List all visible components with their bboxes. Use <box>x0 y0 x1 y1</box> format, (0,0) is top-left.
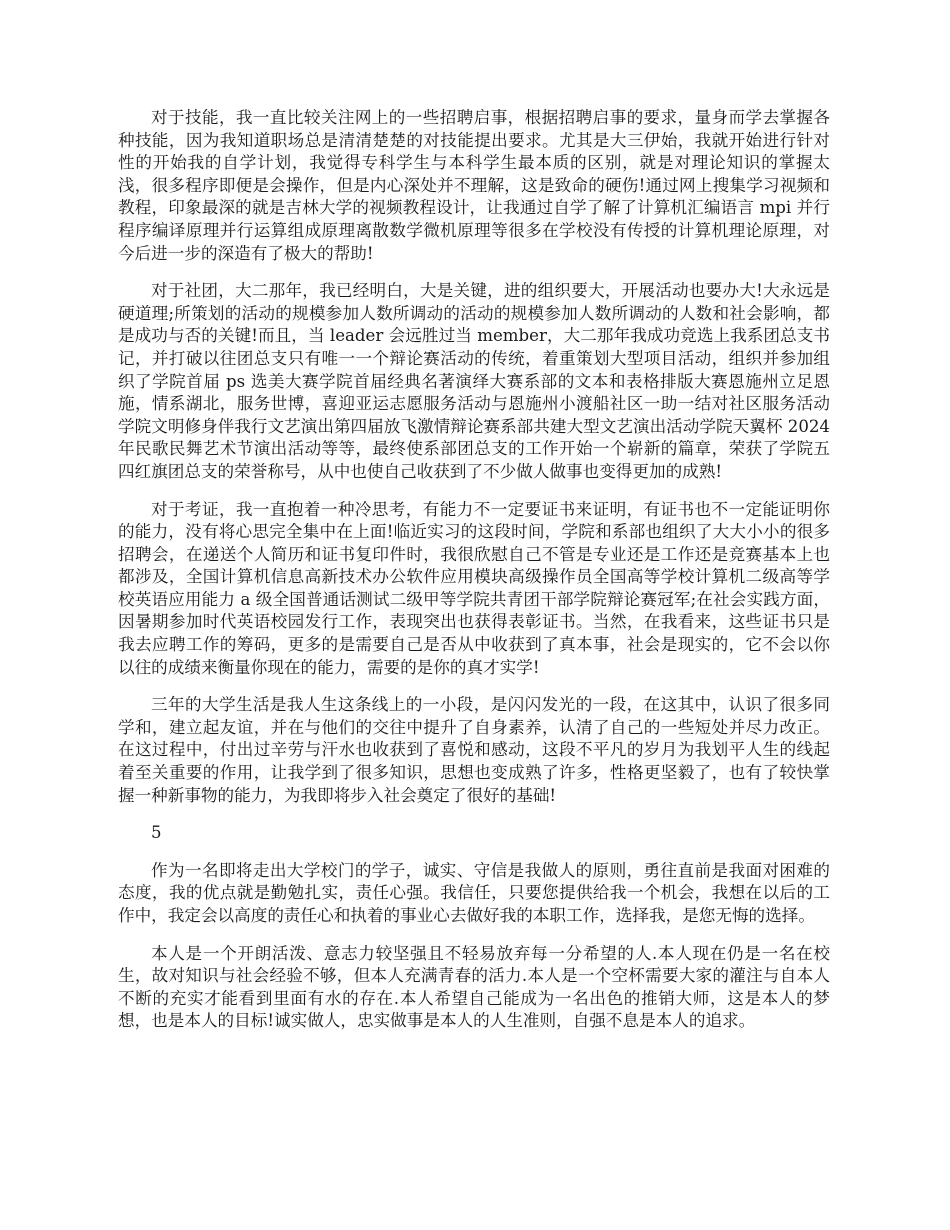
paragraph-self-introduction: 本人是一个开朗活泼、意志力较坚强且不轻易放弃每一分希望的人.本人现在仍是一名在校生，故对知识与社会经验不够，但本人充满青春的活力.本人是一个空杯需要大家的灌注与自本人不断的充实才能看到里面有水的存在.本人希望自己能成为一名出色的推销大师，这是本人的梦想，也是本人的目标!诚实做人，忠实做事是本人的人生准则，自强不息是本人的追求。 <box>118 943 830 1031</box>
paragraph-college-life: 三年的大学生活是我人生这条线上的一小段，是闪闪发光的一段，在这其中，认识了很多同学和，建立起友谊，并在与他们的交往中提升了自身素养，认清了自己的一些短处并尽力改正。在这过程中，付出过辛劳与汗水也收获到了喜悦和感动，这段不平凡的岁月为我划平人生的线起着至关重要的作用，让我学到了很多知识，思想也变成熟了许多，性格更坚毅了，也有了较快掌握一种新事物的能力，为我即将步入社会奠定了很好的基础! <box>118 695 830 805</box>
paragraph-certificates: 对于考证，我一直抱着一种冷思考，有能力不一定要证书来证明，有证书也不一定能证明你的能力，没有将心思完全集中在上面!临近实习的这段时间，学院和系部也组织了大大小小的很多招聘会，在递送个人简历和证书复印件时，我很欣慰自己不管是专业还是工作还是竞赛基本上也都涉及，全国计算机信息高新技术办公软件应用模块高级操作员全国高等学校计算机二级高等学校英语应用能力 a 级全国普通话测试二级甲等学院共青团干部学院辩论赛冠军;在社会实践方面，因暑期参加时代英语校园发行工作，表现突出也获得表彰证书。当然，在我看来，这些证书只是我去应聘工作的筹码，更多的是需要自己是否从中收获到了真本事，社会是现实的，它不会以你以往的成绩来衡量你现在的能力，需要的是你的真才实学! <box>118 499 830 677</box>
document-body <box>118 107 830 1048</box>
paragraph-skills: 对于技能，我一直比较关注网上的一些招聘启事，根据招聘启事的要求，量身而学去掌握各种技能，因为我知道职场总是清清楚楚的对技能提出要求。尤其是大三伊始，我就开始进行针对性的开始我的自学计划，我觉得专科学生与本科学生最本质的区别，就是对理论知识的掌握太浅，很多程序即便是会操作，但是内心深处并不理解，这是致命的硬伤!通过网上搜集学习视频和教程，印象最深的就是吉林大学的视频教程设计，让我通过自学了解了计算机汇编语言 mpi 并行程序编译原理并行运算组成原理离散数学微机原理等很多在学校没有传授的计算机理论原理，对今后进一步的深造有了极大的帮助! <box>118 108 830 263</box>
section-number: 5 <box>151 823 162 843</box>
paragraph-self-statement: 作为一名即将走出大学校门的学子，诚实、守信是我做人的原则，勇往直前是我面对困难的态度，我的优点就是勤勉扎实，责任心强。我信任，只要您提供给我一个机会，我想在以后的工作中，我定会以高度的责任心和执着的事业心去做好我的本职工作，选择我，是您无悔的选择。 <box>118 860 830 925</box>
paragraph-clubs: 对于社团，大二那年，我已经明白，大是关键，进的组织要大，开展活动也要办大!大永远是硬道理;所策划的活动的规模参加人数所调动的活动的规模参加人数所调动的人数和社会影响，都是成功与否的关键!而且，当 leader 会远胜过当 member，大二那年我成功竞选上我系团总支书记，并打破以往团总支只有唯一一个辩论赛活动的传统，着重策划大型项目活动，组织并参加组织了学院首届 ps 选美大赛学院首届经典名著演绎大赛系部的文本和表格排版大赛恩施州立足恩施，情系湖北，服务世博，喜迎亚运志愿服务活动与恩施州小渡船社区一助一结对社区服务活动学院文明修身伴我行文艺演出第四届放飞激情辩论赛系部共建大型文艺演出活动学院天翼杯 2024 年民歌民舞艺术节演出活动等等，最终使系部团总支的工作开始一个崭新的篇章，荣获了学院五四红旗团总支的荣誉称号，从中也使自己收获到了不少做人做事也变得更加的成熟! <box>118 281 830 481</box>
